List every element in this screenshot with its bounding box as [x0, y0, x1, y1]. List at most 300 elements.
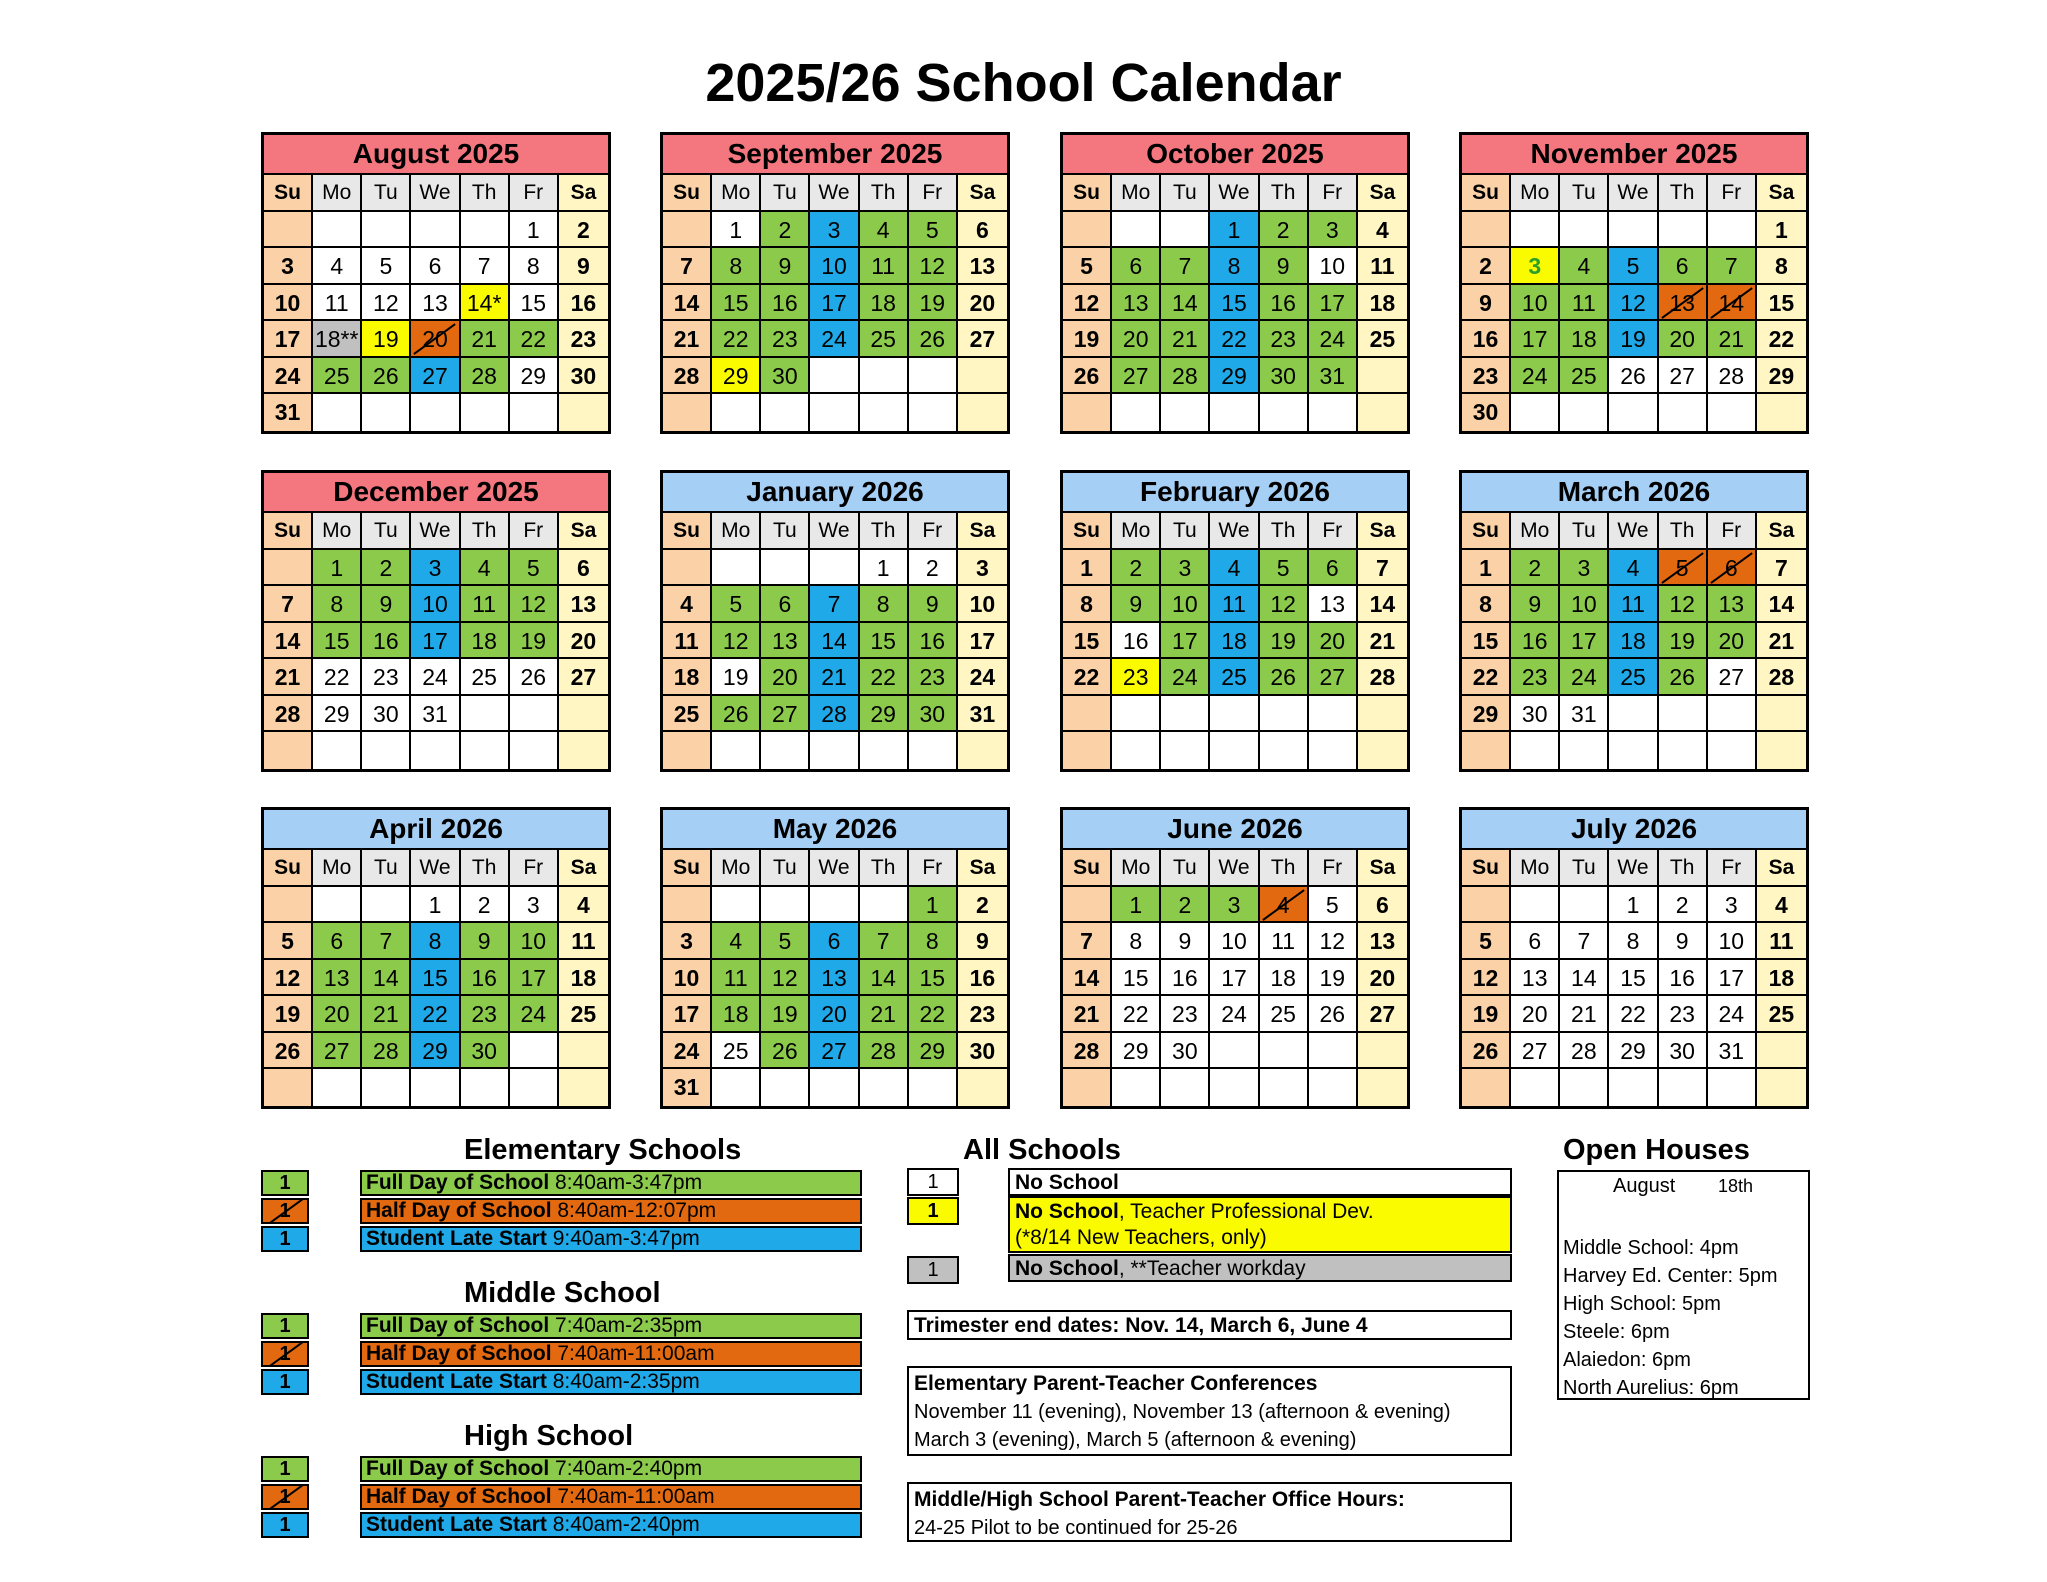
weekday-header: Su — [1063, 513, 1112, 550]
empty-cell — [663, 887, 712, 924]
weekday-header: Sa — [958, 850, 1007, 887]
weekday-header: Mo — [712, 850, 761, 887]
legend-swatch: 1 — [261, 1313, 309, 1339]
empty-cell — [860, 887, 909, 924]
empty-cell — [810, 394, 859, 431]
day-cell: 19 — [761, 996, 810, 1033]
day-cell: 14 — [1708, 285, 1757, 322]
day-cell: 7 — [1708, 248, 1757, 285]
legend-label-bar — [360, 1456, 862, 1482]
open-house-item: Middle School: 4pm — [1563, 1237, 1739, 1259]
empty-cell — [860, 1069, 909, 1106]
day-cell: 17 — [1560, 623, 1609, 660]
weekday-header: Mo — [1511, 175, 1560, 212]
day-cell: 26 — [362, 358, 411, 395]
day-cell: 20 — [1309, 623, 1358, 660]
empty-cell — [1609, 732, 1658, 769]
day-cell: 7 — [362, 923, 411, 960]
weekday-header: Mo — [1112, 513, 1161, 550]
weekday-header: Mo — [712, 175, 761, 212]
empty-cell — [761, 1069, 810, 1106]
weekday-header: Th — [860, 513, 909, 550]
day-cell: 7 — [1161, 248, 1210, 285]
month-calendar — [261, 132, 611, 434]
weekday-header: Th — [1659, 850, 1708, 887]
weekday-header: Mo — [1511, 850, 1560, 887]
empty-cell — [264, 1069, 313, 1106]
day-cell: 27 — [1112, 358, 1161, 395]
month-grid — [663, 850, 1007, 1106]
day-cell: 22 — [510, 321, 559, 358]
empty-cell — [958, 394, 1007, 431]
empty-cell — [909, 358, 958, 395]
empty-cell — [761, 732, 810, 769]
day-cell: 23 — [1511, 659, 1560, 696]
empty-cell — [264, 732, 313, 769]
month-grid — [264, 175, 608, 431]
elem-conferences-line2: March 3 (evening), March 5 (afternoon & evening) — [914, 1429, 1357, 1451]
day-cell: 15 — [1609, 960, 1658, 997]
day-cell: 17 — [1210, 960, 1259, 997]
day-cell: 7 — [810, 586, 859, 623]
empty-cell — [1063, 1069, 1112, 1106]
day-cell: 3 — [510, 887, 559, 924]
pd-label: No School — [1015, 1200, 1119, 1223]
day-cell: 6 — [1309, 550, 1358, 587]
month-title: July 2026 — [1462, 810, 1806, 850]
day-cell: 1 — [313, 550, 362, 587]
day-cell: 21 — [1161, 321, 1210, 358]
day-cell: 27 — [1358, 996, 1407, 1033]
day-cell: 10 — [1560, 586, 1609, 623]
day-cell: 7 — [663, 248, 712, 285]
day-cell: 16 — [1112, 623, 1161, 660]
day-cell — [1511, 248, 1560, 285]
day-cell: 23 — [461, 996, 510, 1033]
empty-cell — [1309, 732, 1358, 769]
empty-cell — [1161, 696, 1210, 733]
legend-time: 8:40am-2:35pm — [546, 1370, 700, 1393]
empty-cell — [1659, 1069, 1708, 1106]
weekday-header: Su — [1462, 513, 1511, 550]
day-cell: 2 — [761, 212, 810, 249]
weekday-header: Th — [1260, 850, 1309, 887]
day-cell: 19 — [1462, 996, 1511, 1033]
empty-cell — [761, 550, 810, 587]
day-cell: 20 — [1112, 321, 1161, 358]
day-cell: 9 — [1511, 586, 1560, 623]
day-cell: 17 — [411, 623, 460, 660]
weekday-header: We — [1609, 850, 1658, 887]
day-cell: 3 — [411, 550, 460, 587]
weekday-header: Fr — [510, 850, 559, 887]
day-cell: 1 — [1757, 212, 1806, 249]
weekday-header: Fr — [1708, 850, 1757, 887]
month-grid — [1462, 175, 1806, 431]
day-cell: 27 — [1511, 1033, 1560, 1070]
open-houses-box — [1557, 1170, 1810, 1400]
day-cell: 10 — [958, 586, 1007, 623]
empty-cell — [1210, 394, 1259, 431]
empty-cell — [1260, 696, 1309, 733]
month-calendar — [1459, 132, 1809, 434]
day-cell: 13 — [958, 248, 1007, 285]
legend-time: 7:40am-2:35pm — [549, 1314, 703, 1337]
empty-cell — [1260, 394, 1309, 431]
day-cell: 27 — [411, 358, 460, 395]
day-cell: 20 — [810, 996, 859, 1033]
day-cell: 19 — [264, 996, 313, 1033]
empty-cell — [559, 1033, 608, 1070]
day-cell: 25 — [559, 996, 608, 1033]
month-title: October 2025 — [1063, 135, 1407, 175]
empty-cell — [761, 394, 810, 431]
month-grid — [663, 175, 1007, 431]
weekday-header: We — [411, 175, 460, 212]
day-cell: 4 — [860, 212, 909, 249]
day-cell: 29 — [1757, 358, 1806, 395]
month-calendar — [1060, 132, 1410, 434]
empty-cell — [1462, 732, 1511, 769]
day-cell: 24 — [1511, 358, 1560, 395]
empty-cell — [1358, 1069, 1407, 1106]
month-title: March 2026 — [1462, 473, 1806, 513]
empty-cell — [362, 212, 411, 249]
day-cell: 30 — [909, 696, 958, 733]
day-cell: 8 — [860, 586, 909, 623]
empty-cell — [313, 394, 362, 431]
weekday-header: Sa — [1358, 175, 1407, 212]
empty-cell — [663, 550, 712, 587]
day-cell: 26 — [1659, 659, 1708, 696]
day-cell: 28 — [461, 358, 510, 395]
day-cell: 20 — [1659, 321, 1708, 358]
weekday-header: Tu — [1560, 850, 1609, 887]
day-cell: 27 — [1309, 659, 1358, 696]
empty-cell — [1708, 212, 1757, 249]
day-cell: 19 — [1260, 623, 1309, 660]
day-cell: 12 — [712, 623, 761, 660]
day-cell: 17 — [1309, 285, 1358, 322]
day-cell: 15 — [411, 960, 460, 997]
day-cell: 3 — [958, 550, 1007, 587]
empty-cell — [411, 1069, 460, 1106]
empty-cell — [1358, 696, 1407, 733]
empty-cell — [860, 394, 909, 431]
day-cell: 17 — [510, 960, 559, 997]
empty-cell — [1112, 1069, 1161, 1106]
day-cell: 18 — [1609, 623, 1658, 660]
empty-cell — [510, 1033, 559, 1070]
day-cell: 15 — [712, 285, 761, 322]
day-cell: 5 — [1609, 248, 1658, 285]
empty-cell — [313, 212, 362, 249]
empty-cell — [461, 732, 510, 769]
month-title: February 2026 — [1063, 473, 1407, 513]
empty-cell — [411, 212, 460, 249]
month-title: December 2025 — [264, 473, 608, 513]
day-cell: 13 — [1309, 586, 1358, 623]
day-cell: 9 — [958, 923, 1007, 960]
day-cell: 17 — [1161, 623, 1210, 660]
legend-label: Student Late Start — [366, 1227, 547, 1250]
day-cell: 31 — [663, 1069, 712, 1106]
day-cell: 7 — [1063, 923, 1112, 960]
middle-legend-title: Middle School — [464, 1277, 661, 1309]
legend-label: Half Day of School — [366, 1485, 552, 1508]
weekday-header: Mo — [1112, 175, 1161, 212]
month-grid — [1462, 513, 1806, 769]
weekday-header: Th — [1659, 513, 1708, 550]
weekday-header: Tu — [1161, 513, 1210, 550]
day-cell: 31 — [958, 696, 1007, 733]
weekday-header: Su — [663, 175, 712, 212]
day-cell: 10 — [810, 248, 859, 285]
high-legend-title: High School — [464, 1420, 634, 1452]
legend-label: Student Late Start — [366, 1513, 547, 1536]
day-cell: 19 — [1609, 321, 1658, 358]
day-cell: 8 — [1757, 248, 1806, 285]
day-cell: 19 — [712, 659, 761, 696]
empty-cell — [411, 394, 460, 431]
day-cell: 24 — [411, 659, 460, 696]
weekday-header: We — [1609, 513, 1658, 550]
weekday-header: We — [1210, 513, 1259, 550]
day-cell: 20 — [1511, 996, 1560, 1033]
month-grid — [264, 850, 608, 1106]
all-schools-title: All Schools — [963, 1134, 1121, 1166]
day-cell: 12 — [510, 586, 559, 623]
weekday-header: Fr — [510, 513, 559, 550]
day-cell: 24 — [1210, 996, 1259, 1033]
day-cell: 18 — [1210, 623, 1259, 660]
day-cell: 29 — [1462, 696, 1511, 733]
empty-cell — [1112, 212, 1161, 249]
day-cell: 23 — [958, 996, 1007, 1033]
day-cell: 1 — [1609, 887, 1658, 924]
empty-cell — [461, 696, 510, 733]
elem-conferences-heading: Elementary Parent-Teacher Conferences — [914, 1372, 1318, 1395]
empty-cell — [1560, 212, 1609, 249]
day-cell: 13 — [1358, 923, 1407, 960]
weekday-header: Su — [264, 513, 313, 550]
day-cell: 17 — [264, 321, 313, 358]
empty-cell — [1708, 696, 1757, 733]
weekday-header: Tu — [1161, 850, 1210, 887]
day-cell: 26 — [264, 1033, 313, 1070]
legend-label: Student Late Start — [366, 1370, 547, 1393]
office-hours-heading: Middle/High School Parent-Teacher Office Hours: — [914, 1488, 1405, 1511]
empty-cell — [1609, 212, 1658, 249]
day-cell: 5 — [761, 923, 810, 960]
month-grid — [663, 513, 1007, 769]
empty-cell — [1511, 1069, 1560, 1106]
day-cell: 3 — [1161, 550, 1210, 587]
day-cell: 29 — [411, 1033, 460, 1070]
day-cell: 1 — [411, 887, 460, 924]
legend-label-bar — [360, 1341, 862, 1367]
day-cell: 18 — [1757, 960, 1806, 997]
weekday-header: We — [810, 850, 859, 887]
day-cell: 14 — [1757, 586, 1806, 623]
day-cell: 21 — [1757, 623, 1806, 660]
empty-cell — [810, 1069, 859, 1106]
day-cell: 22 — [909, 996, 958, 1033]
empty-cell — [1260, 1069, 1309, 1106]
day-cell: 11 — [313, 285, 362, 322]
legend-label-bar — [360, 1198, 862, 1224]
month-calendar — [660, 807, 1010, 1109]
day-cell: 12 — [761, 960, 810, 997]
day-cell: 13 — [1659, 285, 1708, 322]
day-cell: 28 — [1708, 358, 1757, 395]
workday-text: , **Teacher workday — [1118, 1257, 1306, 1280]
day-cell: 4 — [313, 248, 362, 285]
day-cell: 13 — [411, 285, 460, 322]
weekday-header: Fr — [1309, 175, 1358, 212]
weekday-header: Th — [1659, 175, 1708, 212]
day-cell: 20 — [559, 623, 608, 660]
day-cell: 2 — [1659, 887, 1708, 924]
day-cell: 28 — [860, 1033, 909, 1070]
empty-cell — [362, 1069, 411, 1106]
empty-cell — [1659, 696, 1708, 733]
day-cell: 13 — [810, 960, 859, 997]
weekday-header: Tu — [1161, 175, 1210, 212]
day-cell: 29 — [1112, 1033, 1161, 1070]
weekday-header: Sa — [1757, 850, 1806, 887]
day-cell: 25 — [313, 358, 362, 395]
day-cell: 28 — [1560, 1033, 1609, 1070]
day-cell: 13 — [1708, 586, 1757, 623]
empty-cell — [810, 887, 859, 924]
empty-cell — [461, 212, 510, 249]
day-cell: 12 — [1260, 586, 1309, 623]
day-cell: 21 — [810, 659, 859, 696]
day-cell: 25 — [663, 696, 712, 733]
open-house-list — [1563, 1234, 1804, 1402]
day-cell: 8 — [411, 923, 460, 960]
day-cell: 22 — [712, 321, 761, 358]
day-cell: 22 — [1112, 996, 1161, 1033]
day-cell: 6 — [1112, 248, 1161, 285]
weekday-header: We — [411, 513, 460, 550]
empty-cell — [958, 358, 1007, 395]
day-cell: 31 — [1560, 696, 1609, 733]
day-number: 3 — [1528, 253, 1542, 279]
weekday-header: Tu — [761, 175, 810, 212]
month-calendar — [660, 470, 1010, 772]
day-cell: 16 — [461, 960, 510, 997]
empty-cell — [313, 1069, 362, 1106]
day-cell: 23 — [1659, 996, 1708, 1033]
day-cell: 12 — [264, 960, 313, 997]
day-cell: 4 — [1560, 248, 1609, 285]
day-cell: 2 — [461, 887, 510, 924]
month-calendar — [1060, 470, 1410, 772]
day-cell: 5 — [1309, 887, 1358, 924]
empty-cell — [1358, 358, 1407, 395]
day-cell: 1 — [1462, 550, 1511, 587]
weekday-header: Sa — [958, 175, 1007, 212]
day-cell: 30 — [461, 1033, 510, 1070]
day-cell: 29 — [313, 696, 362, 733]
day-cell: 18** — [313, 321, 362, 358]
day-cell: 5 — [909, 212, 958, 249]
day-cell: 24 — [264, 358, 313, 395]
month-title: April 2026 — [264, 810, 608, 850]
month-grid — [1063, 513, 1407, 769]
empty-cell — [1511, 732, 1560, 769]
day-cell: 3 — [663, 923, 712, 960]
day-cell: 20 — [1358, 960, 1407, 997]
empty-cell — [1063, 887, 1112, 924]
day-cell: 24 — [1309, 321, 1358, 358]
day-cell: 14 — [1161, 285, 1210, 322]
month-title: August 2025 — [264, 135, 608, 175]
day-cell: 17 — [958, 623, 1007, 660]
workday-label: No School — [1015, 1257, 1119, 1280]
day-cell: 11 — [559, 923, 608, 960]
day-cell: 2 — [1462, 248, 1511, 285]
legend-label: Half Day of School — [366, 1199, 552, 1222]
month-title: November 2025 — [1462, 135, 1806, 175]
day-cell: 5 — [510, 550, 559, 587]
weekday-header: Fr — [1309, 513, 1358, 550]
day-cell: 7 — [1757, 550, 1806, 587]
weekday-header: Su — [663, 850, 712, 887]
weekday-header: Th — [860, 175, 909, 212]
day-cell: 30 — [1511, 696, 1560, 733]
day-cell: 29 — [510, 358, 559, 395]
day-cell: 27 — [1708, 659, 1757, 696]
month-grid — [1063, 175, 1407, 431]
day-cell: 9 — [761, 248, 810, 285]
empty-cell — [1260, 732, 1309, 769]
day-cell: 27 — [761, 696, 810, 733]
day-cell: 15 — [1462, 623, 1511, 660]
day-cell: 22 — [1609, 996, 1658, 1033]
day-cell: 3 — [1210, 887, 1259, 924]
day-cell: 21 — [264, 659, 313, 696]
day-cell: 1 — [712, 212, 761, 249]
empty-cell — [1063, 696, 1112, 733]
day-cell: 6 — [1659, 248, 1708, 285]
empty-cell — [1112, 696, 1161, 733]
empty-cell — [1757, 1033, 1806, 1070]
day-cell: 22 — [1210, 321, 1259, 358]
weekday-header: Su — [1462, 850, 1511, 887]
month-title: May 2026 — [663, 810, 1007, 850]
day-cell: 21 — [860, 996, 909, 1033]
day-cell: 31 — [264, 394, 313, 431]
day-cell: 20 — [958, 285, 1007, 322]
open-houses-title: Open Houses — [1563, 1134, 1750, 1166]
day-cell: 14 — [810, 623, 859, 660]
day-cell: 3 — [264, 248, 313, 285]
weekday-header: Mo — [712, 513, 761, 550]
empty-cell — [712, 887, 761, 924]
day-cell: 15 — [510, 285, 559, 322]
day-cell: 9 — [1112, 586, 1161, 623]
day-cell: 11 — [1609, 586, 1658, 623]
day-cell: 24 — [663, 1033, 712, 1070]
weekday-header: Su — [264, 175, 313, 212]
day-cell: 20 — [411, 321, 460, 358]
day-cell: 16 — [559, 285, 608, 322]
legend-swatch: 1 — [261, 1369, 309, 1395]
day-cell: 14 — [860, 960, 909, 997]
